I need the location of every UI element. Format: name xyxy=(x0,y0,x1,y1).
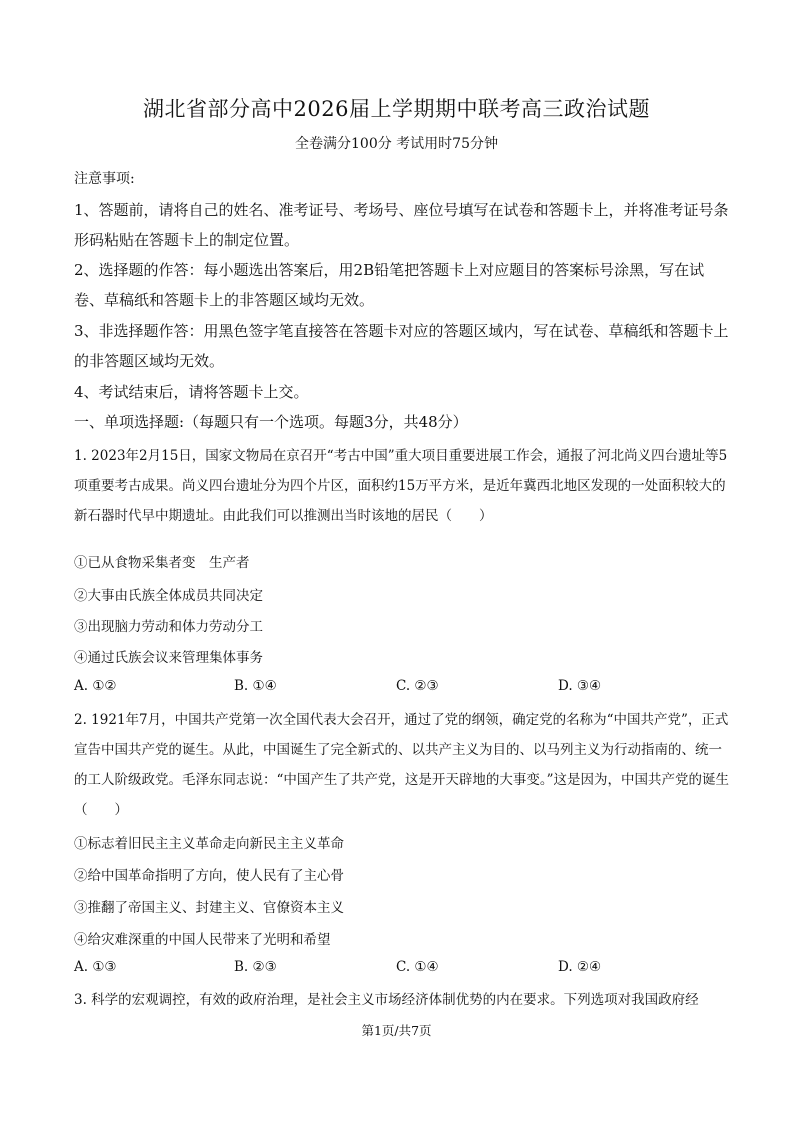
question-3-stem: 3. 科学的宏观调控，有效的政府治理，是社会主义市场经济体制优势的内在要求。下列选项对我国政府经 xyxy=(74,992,699,1008)
question-2-option-4: ④给灾难深重的中国人民带来了光明和希望 xyxy=(74,932,331,948)
question-1-stem: 1. 2023年2月15日，国家文物局在京召开“考古中国”重大项目重要进展工作会，通报了河北尚义四台遗址等5项重要考古成果。尚义四台遗址分为四个片区，面积约15万平方米，是近年冀西北地区发现的一处面积较大的新石器时代早中期遗址。由此我们可以推测出当时该地的居民（ ） xyxy=(74,448,728,524)
question-2-option-1: ①标志着旧民主主义革命走向新民主主义革命 xyxy=(74,836,344,852)
question-1-choice-d: D. ③④ xyxy=(558,678,602,694)
question-2-choice-d: D. ②④ xyxy=(558,959,602,975)
notice-item-2: 2、选择题的作答：每小题选出答案后，用2B铅笔把答题卡上对应题目的答案标号涂黑，写在试卷、草稿纸和答题卡上的非答题区域均无效。 xyxy=(74,261,705,309)
question-1-choice-c: C. ②③ xyxy=(396,678,439,694)
notice-item-4: 4、考试结束后，请将答题卡上交。 xyxy=(74,383,309,401)
question-1-choice-a: A. ①② xyxy=(74,678,117,694)
question-1-option-4: ④通过氏族会议来管理集体事务 xyxy=(74,650,263,666)
question-1-option-1: ①已从食物采集者变 生产者 xyxy=(74,555,250,571)
page-footer: 第1页/共7页 xyxy=(361,1023,432,1038)
question-1-choice-b: B. ①④ xyxy=(234,678,277,694)
question-2-stem: 2. 1921年7月，中国共产党第一次全国代表大会召开，通过了党的纲领，确定党的名称为“中国共产党”，正式宣告中国共产党的诞生。从此，中国诞生了完全新式的、以共产主义为目的、以马列主义为行动指南的、统一的工人阶级政党。毛泽东同志说：“中国产生了共产党，这是开天辟地的大事变。”这是因为，中国共产党的诞生（ ） xyxy=(74,712,730,818)
question-2-option-3: ③推翻了帝国主义、封建主义、官僚资本主义 xyxy=(74,900,344,916)
notice-item-1: 1、答题前，请将自己的姓名、准考证号、考场号、座位号填写在试卷和答题卡上，并将准考证号条形码粘贴在答题卡上的制定位置。 xyxy=(74,201,729,249)
question-1-choices xyxy=(74,678,734,698)
section-heading: 一、单项选择题:（每题只有一个选项。每题3分，共48分） xyxy=(74,413,468,431)
question-2-option-2: ②给中国革命指明了方向，使人民有了主心骨 xyxy=(74,868,344,884)
question-2-choice-c: C. ①④ xyxy=(396,959,439,975)
question-2-choices xyxy=(74,959,734,979)
exam-subtitle: 全卷满分100分 考试用时75分钟 xyxy=(295,136,498,152)
question-2-choice-a: A. ①③ xyxy=(74,959,117,975)
question-2-choice-b: B. ②③ xyxy=(234,959,277,975)
exam-title: 湖北省部分高中2026届上学期期中联考高三政治试题 xyxy=(143,97,650,121)
notice-item-3: 3、非选择题作答：用黑色签字笔直接答在答题卡对应的答题区域内，写在试卷、草稿纸和答题卡上的非答题区域均无效。 xyxy=(74,322,729,370)
question-1-option-2: ②大事由氏族全体成员共同决定 xyxy=(74,588,263,604)
notice-heading: 注意事项: xyxy=(74,171,135,187)
question-1-option-3: ③出现脑力劳动和体力劳动分工 xyxy=(74,619,263,635)
